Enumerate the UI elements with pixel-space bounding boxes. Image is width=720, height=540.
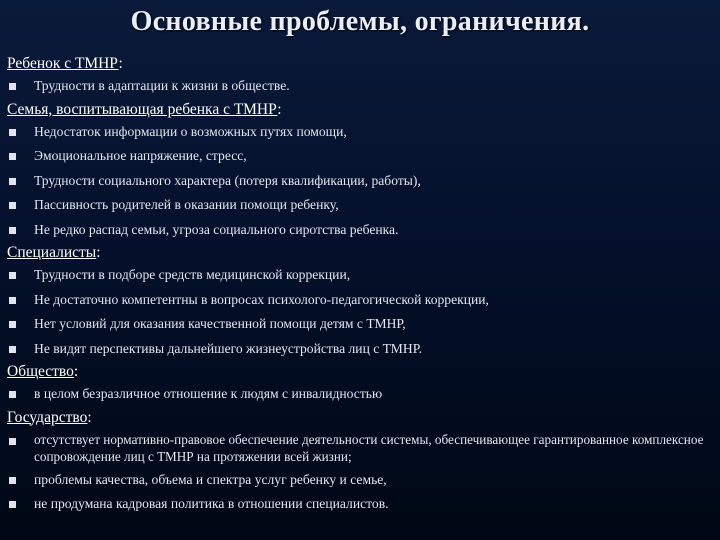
list-item-text: отсутствует нормативно-правовое обеспечение деятельности системы, обеспечивающее гарантированное комплексное сопровождение лиц с ТМНР на протяжении всей жизни; xyxy=(34,431,704,464)
list-item xyxy=(7,382,713,407)
content-area xyxy=(7,53,713,517)
list-item-text: Нет условий для оказания качественной помощи детям с ТМНР, xyxy=(34,316,406,331)
list-item xyxy=(7,120,713,145)
list-item xyxy=(7,218,713,243)
square-bullet-icon xyxy=(9,438,16,445)
list-item-text: Пассивность родителей в оказании помощи ребенку, xyxy=(34,197,339,212)
section-heading-text: Ребенок с ТМНР xyxy=(7,55,119,72)
list-item-text: в целом безразличное отношение к людям с инвалидностью xyxy=(34,386,383,401)
section-heading-family: Семья, воспитывающая ребенка с ТМНР: xyxy=(7,100,282,118)
section-heading-text: Общество xyxy=(7,363,74,380)
slide-title: Основные проблемы, ограничения. xyxy=(130,6,590,37)
section-heading-society: Общество: xyxy=(7,363,79,380)
section-heading-text: Специалисты xyxy=(7,244,97,261)
list-item-text: Недостаток информации о возможных путях помощи, xyxy=(34,123,347,139)
list-item xyxy=(7,193,713,218)
square-bullet-icon xyxy=(9,153,16,160)
square-bullet-icon xyxy=(9,129,16,136)
list-item-text: Трудности в адаптации к жизни в обществе. xyxy=(34,78,290,93)
list-item-text: Эмоциональное напряжение, стресс, xyxy=(34,148,247,163)
square-bullet-icon xyxy=(9,178,16,185)
list-item-text: не продумана кадровая политика в отношении специалистов. xyxy=(34,496,389,511)
square-bullet-icon xyxy=(9,272,16,279)
section-heading-child: Ребенок с ТМНР: xyxy=(7,55,123,72)
square-bullet-icon xyxy=(9,227,16,234)
square-bullet-icon xyxy=(9,391,16,398)
list-item xyxy=(7,468,713,493)
list-item-text: Трудности в подборе средств медицинской коррекции, xyxy=(34,267,351,282)
list-item xyxy=(7,428,713,468)
list-item xyxy=(7,263,713,288)
list-item xyxy=(7,492,713,517)
square-bullet-icon xyxy=(9,346,16,353)
section-heading-state: Государство: xyxy=(7,408,92,426)
square-bullet-icon xyxy=(9,202,16,209)
section-heading-text: Семья, воспитывающая ребенка с ТМНР xyxy=(7,100,278,118)
list-item-text: Трудности социального характера (потеря квалификации, работы), xyxy=(34,172,421,188)
square-bullet-icon xyxy=(9,477,16,484)
list-item xyxy=(7,74,713,99)
list-item xyxy=(7,288,713,313)
list-item-text: проблемы качества, объема и спектра услуг ребенку и семье, xyxy=(34,471,387,487)
list-item xyxy=(7,169,713,194)
square-bullet-icon xyxy=(9,83,16,90)
list-item xyxy=(7,312,713,337)
list-item-text: Не достаточно компетентны в вопросах психолого-педагогической коррекции, xyxy=(34,291,489,307)
list-item-text: Не редко распад семьи, угроза социального сиротства ребенка. xyxy=(34,221,399,237)
list-item-text: Не видят перспективы дальнейшего жизнеустройства лиц с ТМНР. xyxy=(34,340,422,356)
list-item xyxy=(7,337,713,362)
square-bullet-icon xyxy=(9,321,16,328)
section-heading-text: Государство xyxy=(7,408,88,426)
square-bullet-icon xyxy=(9,297,16,304)
list-item xyxy=(7,144,713,169)
square-bullet-icon xyxy=(9,501,16,508)
section-heading-specialists: Специалисты: xyxy=(7,244,101,261)
